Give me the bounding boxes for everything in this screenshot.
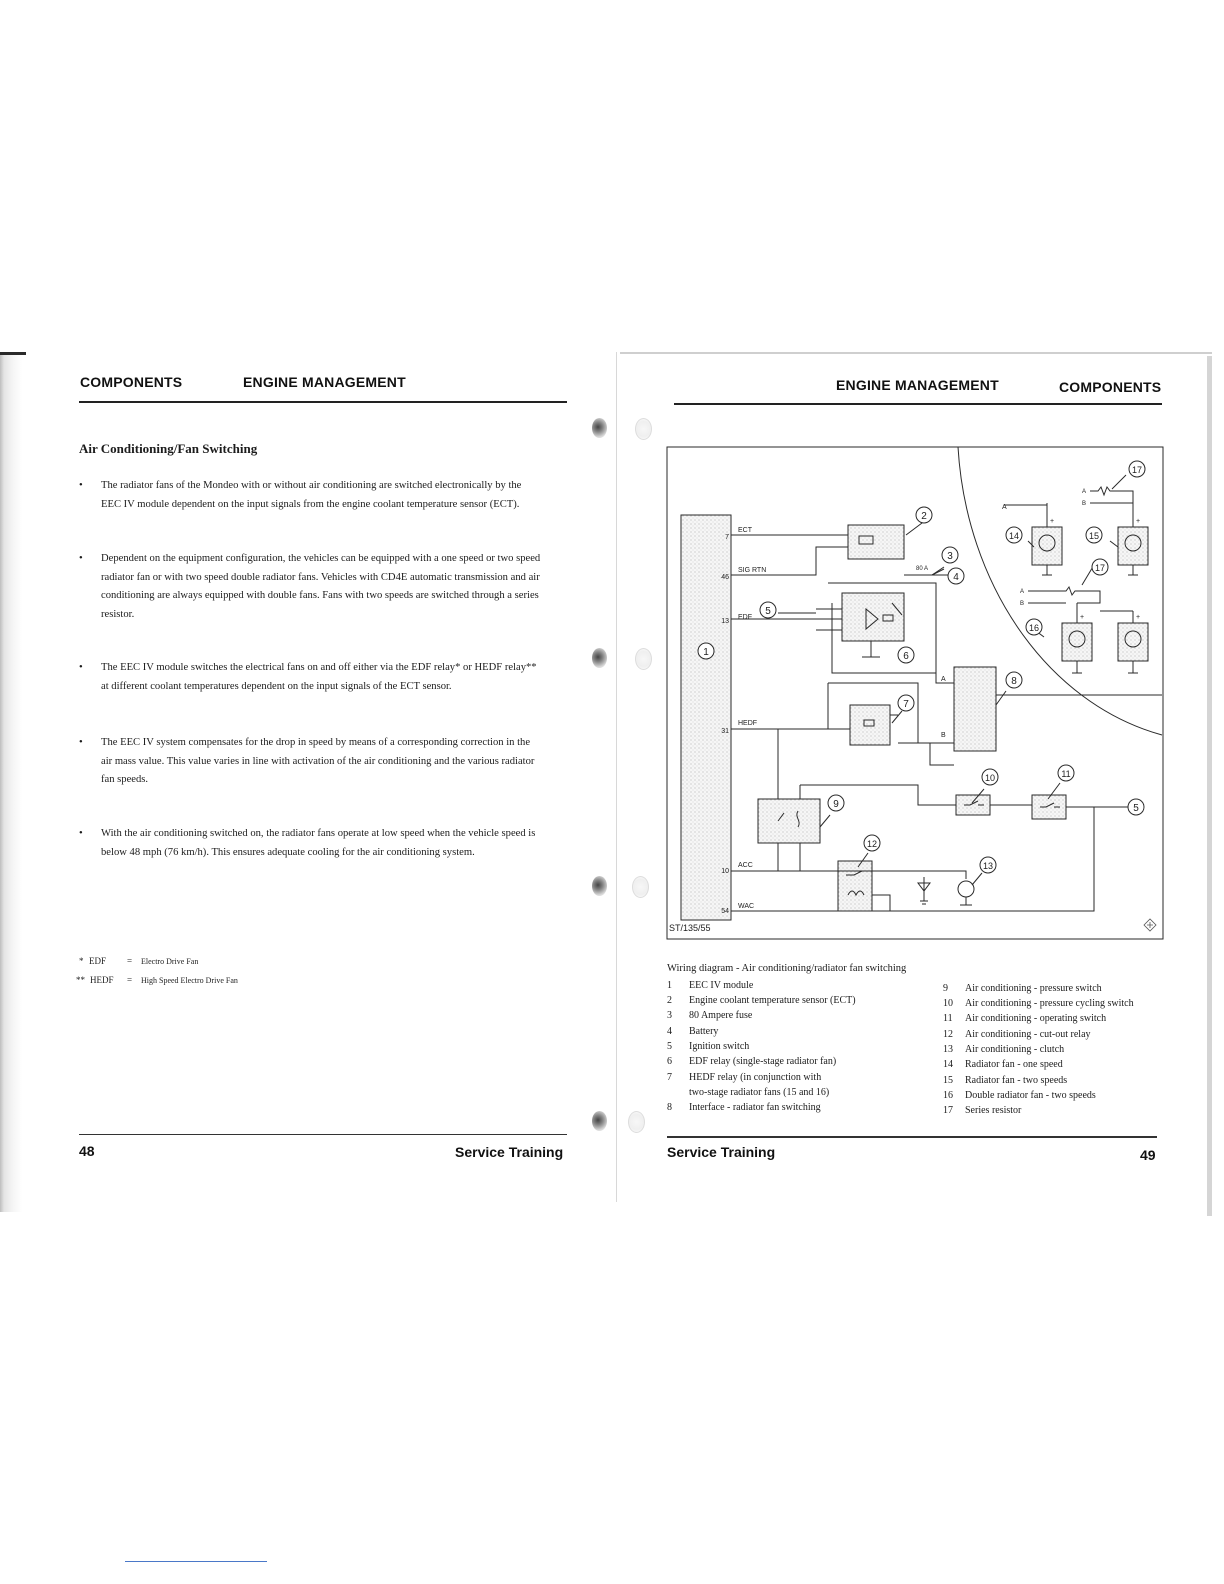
ac-clutch (958, 881, 974, 897)
polarity-mark: + (1080, 614, 1085, 621)
bullet-line: EEC IV module dependent on the input signals from the engine coolant temperature sensor (ECT). (101, 498, 520, 510)
callout-label: 11 (1061, 769, 1071, 779)
terminal-label: A (1002, 504, 1007, 511)
pin-number: 7 (725, 534, 729, 541)
right-footer-rule (667, 1136, 1157, 1138)
ect-sensor (848, 525, 904, 559)
bullet-line: conditioning are always equipped with double fans. Fans with two speeds are switched through a series (101, 590, 539, 601)
terminal-label: B (1020, 601, 1025, 607)
footnote-mark: * (79, 956, 84, 966)
binder-hole (592, 418, 607, 438)
pin-number: 54 (721, 908, 729, 915)
callout-label: 5 (765, 606, 771, 617)
right-header-rule (674, 403, 1162, 405)
bullet-line: resistor. (101, 608, 135, 620)
callout-label: 7 (903, 699, 909, 710)
terminal-label: A (1082, 489, 1087, 495)
footnote-eq: = (127, 975, 133, 985)
binder-hole (635, 648, 652, 670)
callout-label: 5 (1133, 803, 1139, 814)
bullet-item (79, 550, 563, 626)
scan-bottom-line (125, 1561, 267, 1562)
binder-hole (592, 876, 607, 896)
callout-label: 16 (1028, 623, 1040, 633)
right-header-section: COMPONENTS (1059, 379, 1162, 395)
footnote-meaning: Electro Drive Fan (141, 957, 199, 966)
left-footer-label: Service Training (455, 1144, 564, 1160)
callout-label: 17 (1131, 465, 1143, 475)
bullet-line: fan speeds. (101, 774, 149, 785)
callout-label: 13 (982, 861, 994, 871)
bullet-line: below 48 mph (76 km/h). This ensures adequate cooling for the air conditioning system. (101, 846, 475, 858)
polarity-mark: + (1050, 518, 1055, 525)
pin-number: 31 (721, 728, 729, 735)
pin-label: EDF (738, 614, 752, 621)
fan-interface (954, 667, 996, 751)
bullet-item (79, 734, 563, 792)
scan-right-edge (1207, 356, 1212, 1216)
pressure-cycling-switch (956, 795, 990, 815)
bullet-text (101, 659, 563, 696)
edf-relay (842, 593, 904, 641)
bullet-text (101, 477, 563, 514)
ac-pressure-switch (758, 799, 820, 843)
left-page-number: 48 (79, 1143, 95, 1159)
bullet-text (101, 825, 563, 862)
right-footer-label: Service Training (667, 1144, 776, 1160)
bullet-text (101, 734, 563, 790)
pin-label: ACC (738, 862, 753, 869)
left-header-rule (79, 401, 567, 403)
callout-label: 9 (833, 799, 839, 810)
legend-left: 1 EEC IV module 2 Engine coolant temperature sensor (ECT) 3 80 Ampere fuse 4 Battery 5 Ignition switch 6 EDF relay (single-stage radiator fan) 7 HEDF relay (in conjunction with two-stage radiator fans (15 and 16) 8 Interface - radiator fan switching (667, 980, 856, 1113)
footnote-abbr: HEDF (90, 975, 114, 985)
left-header-topic: ENGINE MANAGEMENT (243, 374, 406, 390)
pin-number: 46 (721, 574, 729, 581)
pin-number: 13 (721, 618, 729, 625)
section-title: Air Conditioning/Fan Switching (79, 441, 258, 456)
bullet-line: Dependent on the equipment configuration, the vehicles can be equipped with a one speed or two speed (101, 553, 541, 564)
callout-label: 4 (953, 572, 959, 583)
footnote-edf (79, 956, 279, 970)
hedf-relay (850, 705, 890, 745)
bullet-line: radiator fan or with two speed double radiator fans. Vehicles with CD4E automatic transmission and air (101, 571, 540, 583)
diagram-caption: Wiring diagram - Air conditioning/radiator fan switching (667, 963, 907, 974)
right-header-topic: ENGINE MANAGEMENT (836, 377, 999, 393)
pin-label: ECT (738, 527, 752, 534)
footnote-mark: ** (76, 975, 85, 985)
scan-edge-mark (0, 352, 26, 355)
binder-hole (635, 418, 652, 440)
bullet-line: With the air conditioning switched on, the radiator fans operate at low speed when the vehicle speed is (101, 828, 536, 839)
callout-label: 8 (1011, 676, 1017, 687)
bullet-line: air mass value. This value varies in line with activation of the air conditioning and the various radiator (101, 755, 535, 767)
callout-label: 17 (1094, 563, 1106, 573)
bullet-marker: • (79, 737, 83, 748)
ac-operating-switch (1032, 795, 1066, 819)
bullet-marker: • (79, 662, 83, 673)
bullet-line: The EEC IV system compensates for the drop in speed by means of a corresponding correction in the (101, 737, 531, 748)
footnote-eq: = (127, 956, 133, 966)
callout-label: 6 (903, 651, 909, 662)
bullet-line: The EEC IV module switches the electrical fans on and off either via the EDF relay* or HEDF relay** (101, 662, 537, 673)
bullet-item (79, 477, 563, 517)
callout-label: 14 (1008, 531, 1020, 541)
binder-hole (592, 1111, 607, 1131)
pin-label: HEDF (738, 720, 758, 727)
footnote-meaning: High Speed Electro Drive Fan (141, 976, 238, 985)
terminal-label: B (941, 732, 946, 739)
ac-cutout-relay (838, 861, 872, 911)
diagram-reference: ST/135/55 (669, 923, 711, 933)
terminal-label: A (941, 676, 946, 683)
callout-label: 12 (866, 839, 878, 849)
bullet-marker: • (79, 828, 83, 839)
callout-label: 10 (984, 773, 996, 783)
scan-left-edge (0, 352, 22, 1212)
polarity-mark: + (1136, 518, 1141, 525)
right-page-number: 49 (1140, 1147, 1156, 1163)
left-header-section: COMPONENTS (80, 374, 183, 390)
bullet-text (101, 550, 563, 624)
polarity-mark: + (1136, 614, 1141, 621)
pin-label: WAC (738, 903, 755, 910)
binder-hole (592, 648, 607, 668)
callout-label: 2 (921, 511, 927, 522)
bullet-item (79, 825, 563, 865)
bullet-marker: • (79, 480, 83, 491)
footnote-hedf (76, 975, 296, 989)
callout-label: 3 (947, 551, 953, 562)
wiring-diagram (666, 443, 1166, 943)
page-fold (616, 352, 617, 1202)
bullet-marker: • (79, 553, 83, 564)
logo-icon (1144, 919, 1156, 931)
bullet-item (79, 659, 563, 699)
left-footer-rule (79, 1134, 567, 1135)
terminal-label: A (1020, 589, 1025, 595)
fuse-label: 80 A (916, 566, 929, 572)
footnote-abbr: EDF (89, 956, 107, 966)
terminal-label: B (1082, 501, 1087, 507)
binder-hole (632, 876, 649, 898)
pin-label: SIG RTN (738, 567, 767, 574)
page-top-edge (620, 352, 1212, 354)
callout-label: 15 (1088, 531, 1100, 541)
fan-16b (1118, 611, 1148, 673)
fan-16a (1062, 603, 1092, 673)
binder-hole (628, 1111, 645, 1133)
bullet-line: The radiator fans of the Mondeo with or without air conditioning are switched electronically by the (101, 480, 522, 491)
bullet-line: at different coolant temperatures dependent on the input signals of the ECT sensor. (101, 680, 452, 692)
pin-number: 10 (721, 868, 729, 875)
legend-right: 9 Air conditioning - pressure switch 10 Air conditioning - pressure cycling switch 11 Air conditioning - operating switch 12 Air conditioning - cut-out relay 13 Air conditioning - clutch 14 Radiator fan - one speed 15 Radiator fan - two speeds 16 Double radiator fan - two speeds 17 Series resistor (943, 983, 1134, 1116)
callout-label: 1 (703, 647, 709, 658)
